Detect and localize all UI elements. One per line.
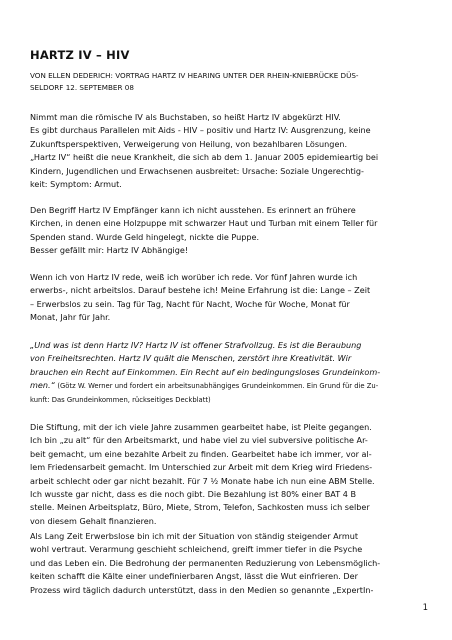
citation-continued: kunft: Das Grundeinkommen, rückseitiges Deckblatt) bbox=[30, 395, 211, 404]
text-line: Monat, Jahr für Jahr. bbox=[30, 312, 111, 323]
text-line: Zukunftsperspektiven, Verweigerung von Heilung, von bezahlbaren Lösungen. bbox=[30, 138, 348, 149]
text-line: Es gibt durchaus Parallelen mit Aids - HIV – positiv und Hartz IV: Ausgrenzung, keine bbox=[30, 125, 371, 136]
text-line: Die Stiftung, mit der ich viele Jahre zusammen gearbeitet habe, ist Pleite gegangen. bbox=[30, 422, 372, 432]
paragraph-4 bbox=[30, 421, 428, 528]
text-line: keit: Symptom: Armut. bbox=[30, 179, 122, 190]
paragraph-1 bbox=[30, 111, 428, 191]
text-line: Nimmt man die römische IV als Buchstaben, so heißt Hartz IV abgekürzt HIV. bbox=[30, 112, 341, 122]
text-line: Wenn ich von Hartz IV rede, weiß ich worüber ich rede. Vor fünf Jahren wurde ich bbox=[30, 272, 358, 282]
text-line: lem Friedensarbeit gemacht. Im Unterschied zur Arbeit mit dem Krieg wird Friedens- bbox=[30, 462, 373, 473]
text-line: Ich wusste gar nicht, dass es die noch gibt. Die Bezahlung ist 80% einer BAT 4 B bbox=[30, 489, 356, 500]
text-line: Prozess wird täglich dadurch unterstützt, dass in den Medien so genannte „ExpertIn- bbox=[30, 584, 374, 595]
page-number: 1 bbox=[422, 603, 428, 613]
text-line: erwerbs-, nicht arbeitslos. Darauf bestehe ich! Meine Erfahrung ist die: Lange – Zeit bbox=[30, 285, 371, 296]
text-line: arbeit schlecht oder gar nicht bezahlt. Für 7 ½ Monate habe ich nun eine ABM Stelle. bbox=[30, 475, 375, 486]
text-line: Ich bin „zu alt“ für den Arbeitsmarkt, und habe viel zu viel subversive politische Ar- bbox=[30, 435, 368, 446]
document-page bbox=[30, 0, 428, 640]
byline-line: VON ELLEN DEDERICH: VORTRAG HARTZ IV HEARING UNTER DER RHEIN-KNIEBRÜCKE DÜS- bbox=[30, 71, 359, 80]
paragraph-3 bbox=[30, 271, 428, 325]
text-line: und das Leben ein. Die Bedrohung der permanenten Reduzierung von Lebensmöglich- bbox=[30, 557, 381, 568]
text-line: Als Lang Zeit Erwerbslose bin ich mit der Situation von ständig steigender Armut bbox=[30, 531, 359, 541]
quote-line: brauchen ein Recht auf Einkommen. Ein Recht auf ein bedingungsloses Grundeinkom- bbox=[30, 366, 381, 377]
quote-paragraph bbox=[30, 339, 428, 407]
paragraph-5 bbox=[30, 530, 428, 597]
text-line: Den Begriff Hartz IV Empfänger kann ich nicht ausstehen. Es erinnert an frühere bbox=[30, 205, 356, 215]
text-line: wohl vertraut. Verarmung geschieht schleichend, greift immer tiefer in die Psyche bbox=[30, 544, 363, 555]
quote-line: von Freiheitsrechten. Hartz IV quält die Menschen, zerstört ihre Kreativität. Wir bbox=[30, 353, 352, 364]
text-line: Kindern, Jugendlichen und Erwachsenen ausbreitet: Ursache: Soziale Ungerechtig- bbox=[30, 165, 364, 176]
text-line: Besser gefällt mir: Hartz IV Abhängige! bbox=[30, 245, 189, 256]
text-line: „Hartz IV“ heißt die neue Krankheit, die sich ab dem 1. Januar 2005 epidemieartig bei bbox=[30, 152, 379, 163]
text-line: von diesem Gehalt finanzieren. bbox=[30, 515, 157, 526]
text-line: beit gemacht, um eine bezahlte Arbeit zu finden. Gearbeitet habe ich immer, vor al- bbox=[30, 448, 372, 459]
citation: (Götz W. Werner und fordert ein arbeitsunabhängiges Grundeinkommen. Ein Grund für die Zu- bbox=[57, 382, 379, 391]
text-line: – Erwerbslos zu sein. Tag für Tag, Nacht für Nacht, Woche für Woche, Monat für bbox=[30, 298, 350, 309]
text-line: Spenden stand. Wurde Geld hingelegt, nickte die Puppe. bbox=[30, 231, 260, 242]
quote-end: men.“ bbox=[30, 380, 55, 391]
paragraph-2 bbox=[30, 204, 428, 258]
document-title: HARTZ IV – HIV bbox=[30, 48, 130, 62]
text-line: Kirchen, in denen eine Holzpuppe mit schwarzer Haut und Turban mit einem Teller für bbox=[30, 218, 378, 229]
byline-line: SELDORF 12. SEPTEMBER 08 bbox=[30, 83, 134, 92]
text-line: keiten schafft die Kälte einer undefinierbaren Angst, lässt die Wut einfrieren. Der bbox=[30, 571, 358, 582]
text-line: stelle. Meinen Arbeitsplatz, Büro, Miete, Strom, Telefon, Sachkosten muss ich selber bbox=[30, 502, 370, 513]
quote-line: „Und was ist denn Hartz IV? Hartz IV ist offener Strafvollzug. Es ist die Beraubung bbox=[30, 340, 362, 350]
byline bbox=[30, 70, 425, 94]
